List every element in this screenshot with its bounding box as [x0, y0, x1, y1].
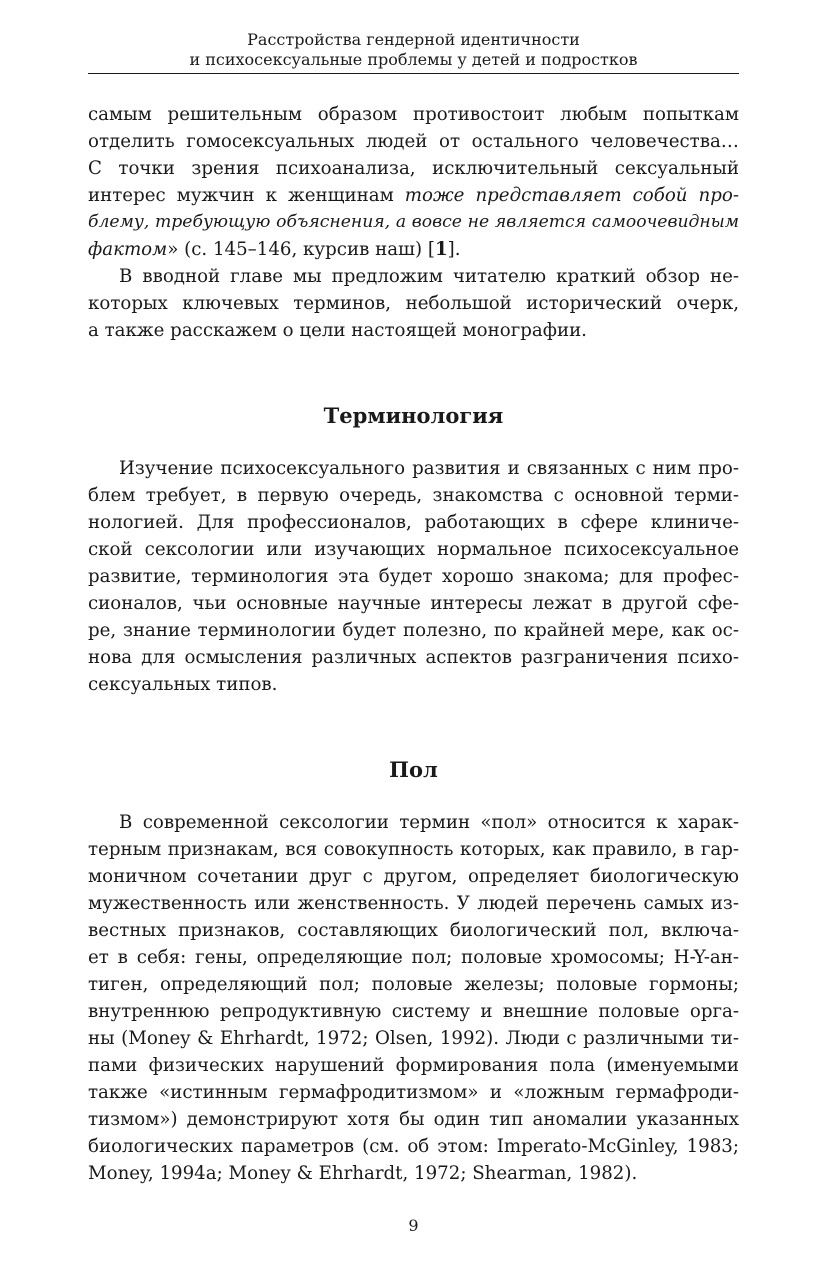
body-line: которых ключевых терминов, небольшой исторический очерк, [88, 293, 739, 314]
italic-text: фактом [88, 239, 168, 260]
header-line-1: Расстройства гендерной идентичности [247, 30, 580, 49]
body-line: самым решительным образом противостоит любым попыткам [88, 104, 739, 125]
page-number: 9 [408, 1216, 419, 1235]
body-line: моничном сочетании друг с другом, определяет биологическую [88, 866, 739, 887]
body-line: нова для осмысления различных аспектов разграничения психо- [88, 647, 739, 668]
body-line: ской сексологии или изучающих нормальное психосексуальное [88, 539, 739, 560]
body-text: ]. [447, 239, 461, 260]
body-text: интерес мужчин к женщинам [88, 185, 405, 206]
page-body [88, 101, 739, 1187]
body-line: биологических параметров (см. об этом: Imperato-McGinley, 1983; [88, 1136, 739, 1157]
body-line: пами физических нарушений формирования пола (именуемыми [88, 1055, 739, 1076]
body-line: отделить гомосексуальных людей от остального человечества… [88, 131, 739, 152]
body-line: блем требует, в первую очередь, знакомства с основной терми- [88, 485, 739, 506]
body-line: ны (Money & Ehrhardt, 1972; Olsen, 1992). Люди с различными ти- [88, 1028, 739, 1049]
body-line: внутреннюю репродуктивную систему и внешние половые орга- [88, 1001, 739, 1022]
body-line: также «истинным гермафродитизмом» и «ложным гермафроди- [88, 1082, 739, 1103]
body-text: » (с. 145–146, курсив наш) [ [167, 239, 435, 260]
body-line: мужественность или женственность. У людей перечень самых из- [88, 893, 739, 914]
body-line: Money, 1994a; Money & Ehrhardt, 1972; Shearman, 1982). [88, 1163, 638, 1184]
reference-number: 1 [434, 239, 448, 260]
body-line: развитие, терминология эта будет хорошо знакома; для профес- [88, 566, 739, 587]
body-line: сионалов, чьи основные научные интересы лежат в другой сфе- [88, 593, 739, 614]
body-line [88, 182, 739, 209]
body-line: сексуальных типов. [88, 674, 278, 695]
section-heading-terminology: Терминология [323, 403, 504, 428]
body-line: тизмом») демонстрируют хотя бы один тип аномалии указанных [88, 1109, 739, 1130]
header-line-2: и психосексуальные проблемы у детей и подростков [189, 50, 638, 69]
body-line: Изучение психосексуального развития и связанных с ним про- [119, 458, 739, 479]
body-line: вестных признаков, составляющих биологический пол, включа- [88, 920, 739, 941]
body-line: ре, знание терминологии будет полезно, по крайней мере, как ос- [88, 620, 739, 641]
body-line: а также расскажем о цели настоящей монографии. [88, 320, 587, 341]
body-line: терным признакам, вся совокупность которых, как правило, в гар- [88, 839, 739, 860]
body-line [88, 209, 739, 236]
italic-text: тоже представляет собой про- [404, 185, 740, 206]
body-line: нологией. Для профессионалов, работающих в сфере клиниче- [88, 512, 739, 533]
body-line: тиген, определяющий пол; половые железы; половые гормоны; [88, 974, 739, 995]
italic-text: блему, требующую объяснения, а вовсе не является самоочевидным [88, 212, 739, 232]
body-line: С точки зрения психоанализа, исключительный сексуальный [88, 158, 739, 179]
body-line: ет в себя: гены, определяющие пол; половые хромосомы; H-Y-ан- [88, 947, 739, 968]
body-line: В вводной главе мы предложим читателю краткий обзор не- [119, 266, 739, 287]
body-line [88, 236, 739, 263]
body-line: В современной сексологии термин «пол» относится к харак- [119, 812, 739, 833]
running-header [88, 30, 739, 74]
section-heading-sex: Пол [389, 757, 438, 782]
